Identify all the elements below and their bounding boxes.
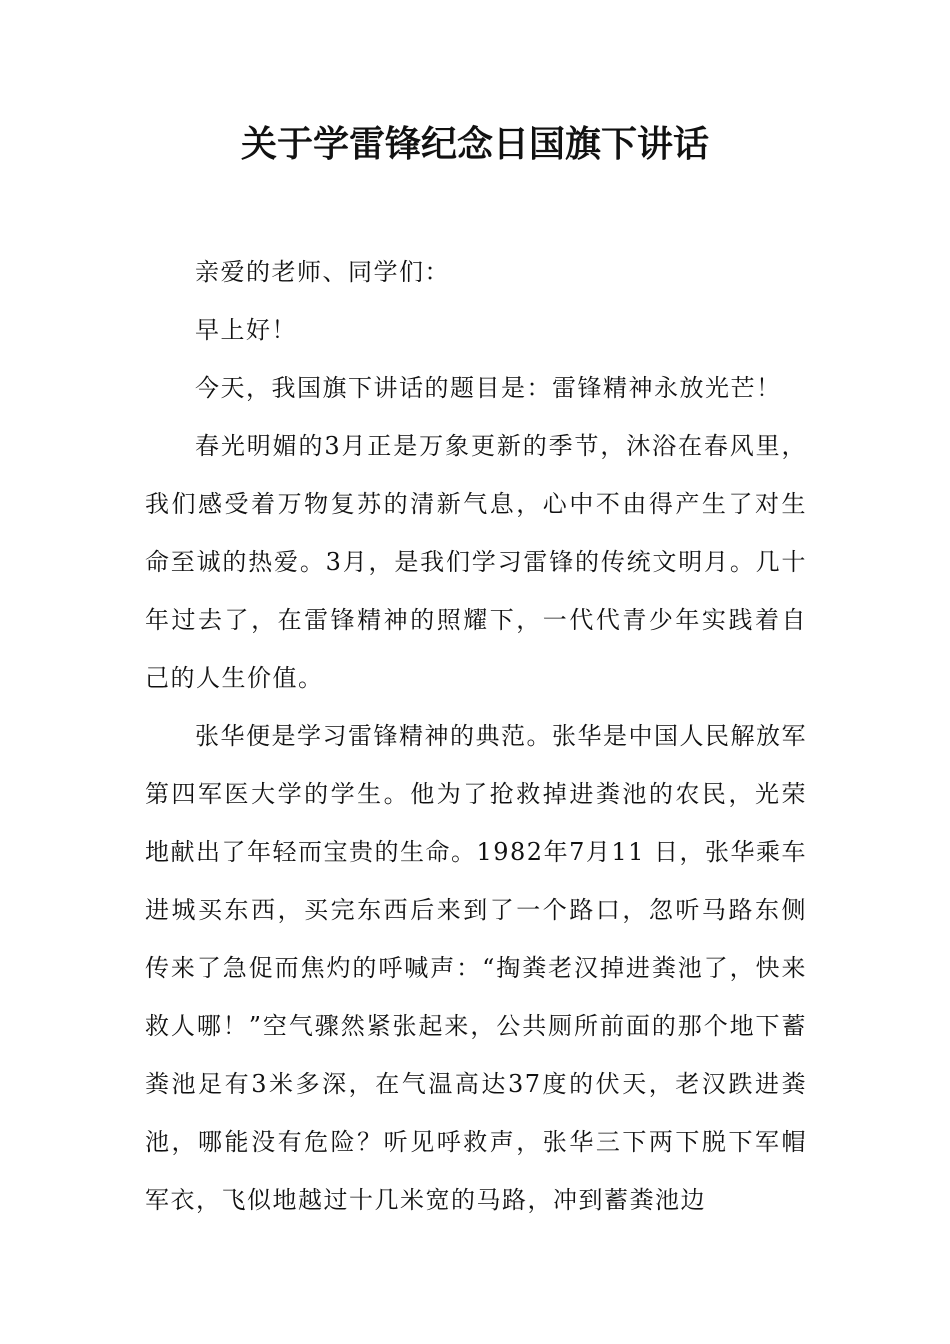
topic-paragraph: 今天，我国旗下讲话的题目是：雷锋精神永放光芒！ <box>195 374 782 402</box>
spring-paragraph: 春光明媚的3月正是万象更新的季节，沐浴在春风里，我们感受着万物复苏的清新气息，心中不由得产生了对生命至诚的热爱。3月，是我们学习雷锋的传统文明月。几十年过去了，在雷锋精神的照耀下，一代代青少年实践着自己的人生价值。 <box>145 432 807 692</box>
document-body <box>145 243 807 1229</box>
greeting-paragraph: 亲爱的老师、同学们： <box>195 258 450 286</box>
zhanghua-paragraph: 张华便是学习雷锋精神的典范。张华是中国人民解放军第四军医大学的学生。他为了抢救掉进粪池的农民，光荣地献出了年轻而宝贵的生命。1982年7月11 日，张华乘车进城买东西，买完东西后来到了一个路口，忽听马路东侧传来了急促而焦灼的呼喊声：“掏粪老汉掉进粪池了，快来救人哪！”空气骤然紧张起来，公共厕所前面的那个地下蓄粪池足有3米多深，在气温高达37度的伏天，老汉跌进粪池，哪能没有危险？听见呼救声，张华三下两下脱下军帽军衣，飞似地越过十几米宽的马路，冲到蓄粪池边 <box>145 722 808 1214</box>
document-title: 关于学雷锋纪念日国旗下讲话 <box>240 124 709 165</box>
morning-paragraph: 早上好！ <box>195 316 297 344</box>
